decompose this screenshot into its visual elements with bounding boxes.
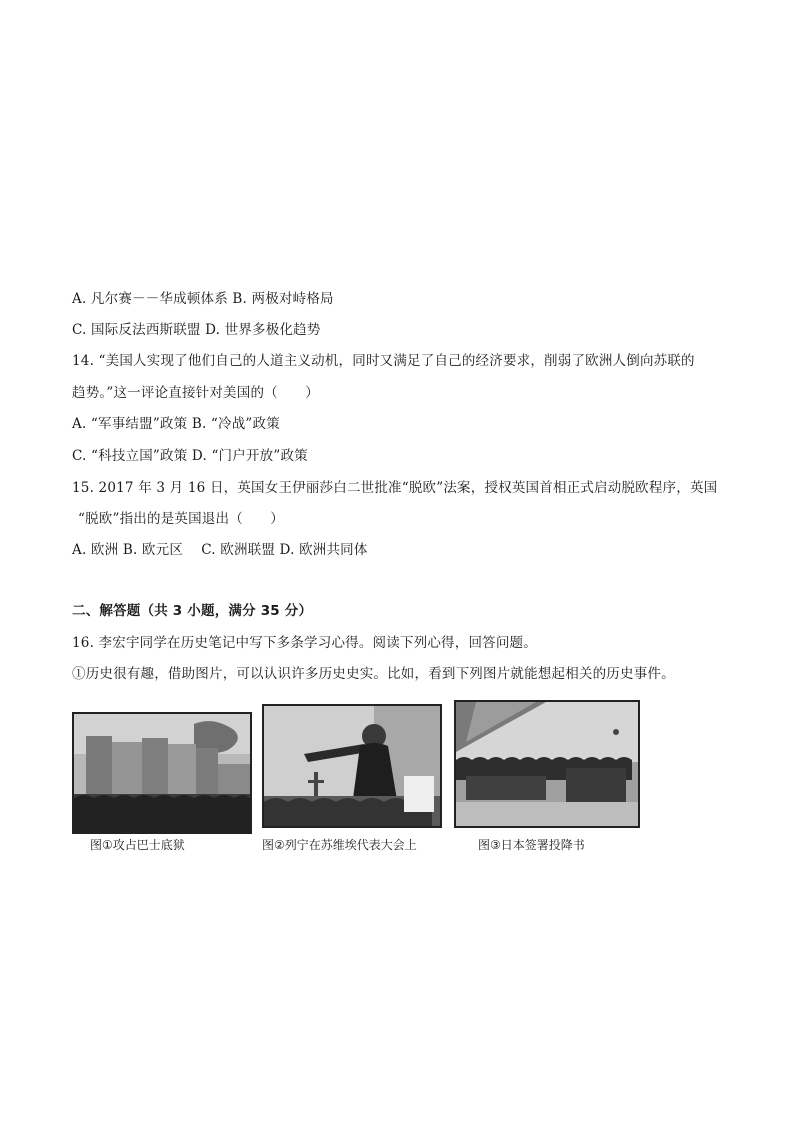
japan-surrender-photo-icon bbox=[454, 700, 640, 828]
q15-stem-line-1: 15. 2017 年 3 月 16 日，英国女王伊丽莎白二世批准“脱欧”法案，授权英国首相正式启动脱欧程序，英国 bbox=[72, 480, 718, 496]
q15-stem-line-2: “脱欧”指出的是英国退出（ ） bbox=[78, 511, 285, 527]
q16-stem: 16. 李宏宇同学在历史笔记中写下多条学习心得。阅读下列心得，回答问题。 bbox=[72, 635, 537, 651]
figure-2-caption: 图②列宁在苏维埃代表大会上 bbox=[262, 838, 417, 852]
section-title: 二、解答题（共 3 小题，满分 35 分） bbox=[72, 603, 313, 619]
figure-3-caption: 图③日本签署投降书 bbox=[478, 838, 585, 852]
q14-option-line-1: A. “军事结盟”政策 B. “冷战”政策 bbox=[72, 416, 280, 432]
q15-option-line: A. 欧洲 B. 欧元区 C. 欧洲联盟 D. 欧洲共同体 bbox=[72, 542, 368, 558]
bastille-photo-icon bbox=[72, 712, 252, 834]
lenin-speech-photo-icon bbox=[262, 704, 442, 828]
q16-point-1: ①历史很有趣，借助图片，可以认识许多历史史实。比如，看到下列图片就能想起相关的历史事件。 bbox=[72, 666, 675, 682]
q14-option-line-2: C. “科技立国”政策 D. “门户开放”政策 bbox=[72, 448, 308, 464]
figure-row bbox=[72, 700, 652, 860]
q14-stem-line-2: 趋势。”这一评论直接针对美国的（ ） bbox=[72, 385, 319, 401]
figure-1-caption: 图①攻占巴士底狱 bbox=[90, 838, 185, 852]
q13-option-line-2: C. 国际反法西斯联盟 D. 世界多极化趋势 bbox=[72, 322, 321, 338]
figure-1 bbox=[72, 700, 252, 852]
figure-2 bbox=[262, 700, 442, 852]
q13-option-line-1: A. 凡尔赛－－华成顿体系 B. 两极对峙格局 bbox=[72, 291, 334, 307]
figure-3 bbox=[454, 700, 640, 852]
q14-stem-line-1: 14. “美国人实现了他们自己的人道主义动机，同时又满足了自己的经济要求，削弱了欧洲人倒向苏联的 bbox=[72, 353, 695, 369]
